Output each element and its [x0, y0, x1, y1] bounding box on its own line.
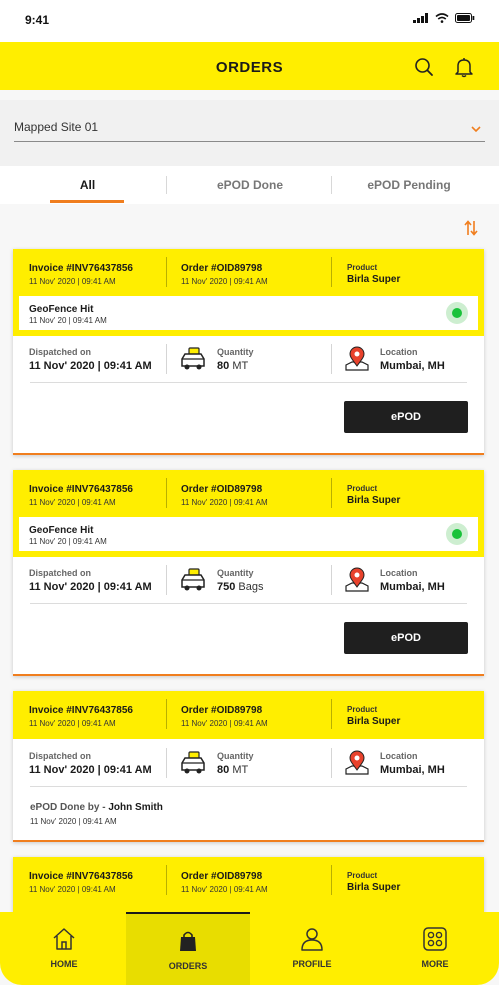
column-divider	[166, 257, 167, 287]
nav-home-label: HOME	[50, 959, 78, 969]
column-divider	[166, 865, 167, 895]
order-date: 11 Nov' 2020 | 09:41 AM	[181, 719, 268, 728]
dispatched-label: Dispatched on	[29, 751, 92, 761]
status-time: 9:41	[25, 13, 50, 27]
order-card[interactable]	[13, 691, 484, 842]
product-name: Birla Super	[347, 716, 401, 727]
sort-icon[interactable]	[462, 219, 480, 237]
order-date: 11 Nov' 2020 | 09:41 AM	[181, 498, 268, 507]
dispatched-block	[29, 347, 152, 372]
quantity-value: 80	[217, 360, 230, 372]
order-card-header	[13, 691, 484, 739]
geofence-status-dot	[446, 523, 468, 545]
column-divider	[331, 865, 332, 895]
tab-all[interactable]: All	[79, 178, 96, 192]
tab-divider	[331, 176, 332, 194]
geofence-status-dot	[446, 302, 468, 324]
nav-profile[interactable]	[250, 912, 374, 985]
geofence-label: GeoFence Hit	[29, 304, 94, 315]
quantity-label: Quantity	[217, 751, 254, 761]
epod-button[interactable]: ePOD	[344, 401, 468, 433]
status-bar	[0, 0, 499, 42]
active-tab-indicator	[50, 200, 124, 203]
quantity-unit: MT	[232, 764, 249, 776]
quantity-label: Quantity	[217, 347, 254, 357]
nav-more[interactable]	[373, 912, 497, 985]
location-block	[380, 347, 445, 372]
truck-icon	[180, 568, 206, 592]
card-divider	[30, 603, 467, 604]
column-divider	[166, 344, 167, 374]
dispatched-block	[29, 568, 152, 593]
battery-icon	[455, 13, 475, 23]
card-divider	[30, 382, 467, 383]
nav-orders[interactable]	[126, 912, 250, 985]
card-divider	[30, 786, 467, 787]
geofence-date: 11 Nov' 20 | 09:41 AM	[29, 316, 107, 325]
invoice-date: 11 Nov' 2020 | 09:41 AM	[29, 498, 116, 507]
status-icons	[413, 13, 475, 23]
order-number: Order #OID89798	[181, 263, 263, 274]
page-title: ORDERS	[215, 59, 284, 76]
product-block	[347, 484, 400, 506]
truck-icon	[180, 751, 206, 775]
tab-divider	[166, 176, 167, 194]
product-name: Birla Super	[347, 274, 401, 285]
invoice-block	[29, 705, 133, 728]
column-divider	[166, 748, 167, 778]
column-divider	[331, 699, 332, 729]
invoice-number: Invoice #INV76437856	[29, 263, 133, 274]
bell-icon[interactable]	[453, 56, 475, 78]
geofence-label: GeoFence Hit	[29, 525, 94, 536]
column-divider	[166, 699, 167, 729]
truck-icon	[180, 347, 206, 371]
wifi-icon	[435, 13, 449, 23]
column-divider	[331, 257, 332, 287]
location-pin-icon	[344, 750, 370, 776]
quantity-value: 750	[217, 581, 236, 593]
dispatched-date: 11 Nov' 2020 | 09:41 AM	[29, 764, 152, 776]
geofence-date: 11 Nov' 20 | 09:41 AM	[29, 537, 107, 546]
product-label: Product	[347, 484, 378, 493]
invoice-block	[29, 871, 133, 894]
location-value: Mumbai, MH	[380, 360, 445, 372]
dispatched-block	[29, 751, 152, 776]
column-divider	[331, 748, 332, 778]
dispatched-date: 11 Nov' 2020 | 09:41 AM	[29, 360, 152, 372]
invoice-number: Invoice #INV76437856	[29, 484, 133, 495]
site-dropdown-value: Mapped Site 01	[14, 120, 99, 134]
epod-done-by	[30, 802, 163, 813]
app-header	[0, 42, 499, 90]
product-name: Birla Super	[347, 495, 401, 506]
epod-done-date: 11 Nov' 2020 | 09:41 AM	[30, 817, 117, 826]
invoice-block	[29, 484, 133, 507]
order-number: Order #OID89798	[181, 484, 263, 495]
quantity-unit: Bags	[238, 581, 264, 593]
column-divider	[166, 478, 167, 508]
order-number: Order #OID89798	[181, 871, 263, 882]
location-label: Location	[380, 751, 418, 761]
location-block	[380, 751, 445, 776]
product-label: Product	[347, 705, 378, 714]
invoice-date: 11 Nov' 2020 | 09:41 AM	[29, 719, 116, 728]
location-value: Mumbai, MH	[380, 764, 445, 776]
nav-orders-label: ORDERS	[168, 961, 208, 971]
profile-icon	[299, 926, 325, 952]
product-block	[347, 263, 400, 285]
order-number: Order #OID89798	[181, 705, 263, 716]
invoice-number: Invoice #INV76437856	[29, 705, 133, 716]
order-date: 11 Nov' 2020 | 09:41 AM	[181, 885, 268, 894]
product-block	[347, 705, 400, 727]
order-card[interactable]	[13, 249, 484, 455]
search-icon[interactable]	[413, 56, 435, 78]
column-divider	[166, 565, 167, 595]
site-dropdown[interactable]	[14, 112, 485, 142]
grid-icon	[422, 926, 448, 952]
quantity-block	[217, 751, 254, 776]
invoice-number: Invoice #INV76437856	[29, 871, 133, 882]
location-pin-icon	[344, 567, 370, 593]
product-name: Birla Super	[347, 882, 401, 893]
dispatched-date: 11 Nov' 2020 | 09:41 AM	[29, 581, 152, 593]
location-label: Location	[380, 347, 418, 357]
quantity-value: 80	[217, 764, 230, 776]
nav-home[interactable]	[2, 912, 126, 985]
location-value: Mumbai, MH	[380, 581, 445, 593]
bottom-navigation	[0, 912, 499, 985]
invoice-date: 11 Nov' 2020 | 09:41 AM	[29, 885, 116, 894]
bag-icon	[175, 928, 201, 954]
column-divider	[331, 565, 332, 595]
geofence-status	[19, 517, 478, 551]
order-card[interactable]	[13, 470, 484, 676]
nav-more-label: MORE	[421, 959, 449, 969]
location-label: Location	[380, 568, 418, 578]
quantity-label: Quantity	[217, 568, 254, 578]
home-icon	[51, 926, 77, 952]
order-date: 11 Nov' 2020 | 09:41 AM	[181, 277, 268, 286]
location-block	[380, 568, 445, 593]
order-block	[181, 263, 268, 286]
epod-done-by-name: John Smith	[108, 802, 163, 813]
product-label: Product	[347, 871, 378, 880]
product-label: Product	[347, 263, 378, 272]
column-divider	[331, 478, 332, 508]
order-card-header	[13, 470, 484, 557]
signal-icon	[413, 13, 429, 23]
epod-done-by-label: ePOD Done by -	[30, 802, 106, 813]
tab-epod-done[interactable]: ePOD Done	[216, 178, 283, 192]
invoice-date: 11 Nov' 2020 | 09:41 AM	[29, 277, 116, 286]
order-card-header	[13, 857, 484, 917]
nav-profile-label: PROFILE	[292, 959, 332, 969]
order-tabs	[0, 166, 499, 204]
epod-button[interactable]: ePOD	[344, 622, 468, 654]
product-block	[347, 871, 400, 893]
dispatched-label: Dispatched on	[29, 347, 92, 357]
location-pin-icon	[344, 346, 370, 372]
quantity-block	[217, 568, 264, 593]
site-select-section	[0, 100, 499, 166]
order-block	[181, 871, 268, 894]
dispatched-label: Dispatched on	[29, 568, 92, 578]
column-divider	[331, 344, 332, 374]
quantity-block	[217, 347, 254, 372]
geofence-status	[19, 296, 478, 330]
order-block	[181, 705, 268, 728]
quantity-unit: MT	[232, 360, 249, 372]
order-card-header	[13, 249, 484, 336]
chevron-down-icon	[471, 126, 481, 133]
invoice-block	[29, 263, 133, 286]
tab-epod-pending[interactable]: ePOD Pending	[367, 178, 451, 192]
order-block	[181, 484, 268, 507]
